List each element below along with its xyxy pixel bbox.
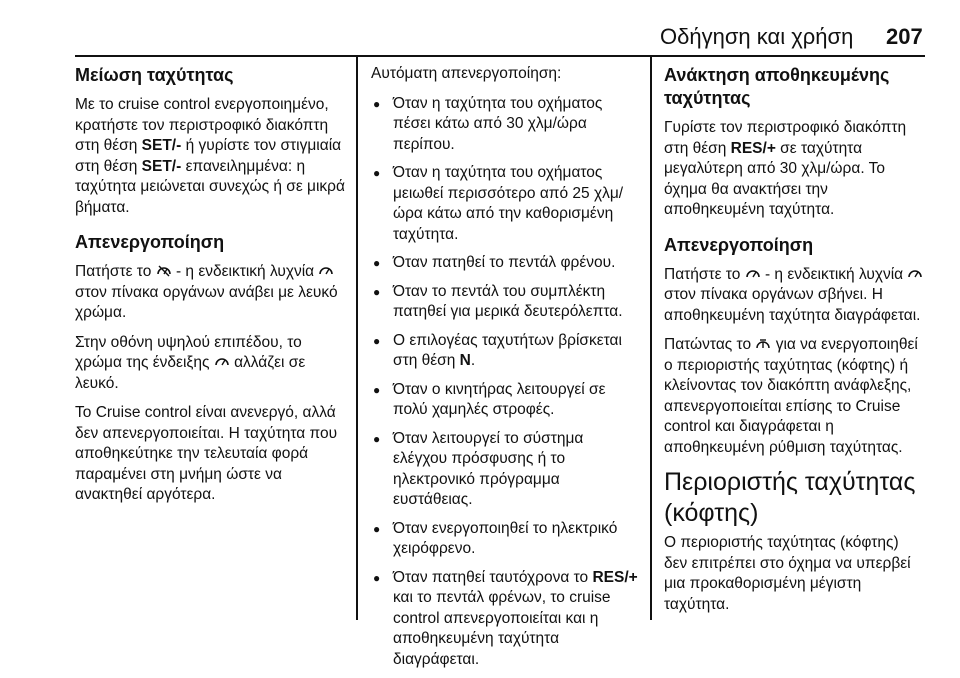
bullet-list: [371, 94, 639, 671]
text: Πατώντας το: [664, 336, 756, 353]
text: .: [470, 352, 476, 369]
keyword: RES/+: [730, 139, 776, 157]
section-heading: Μείωση ταχύτητας: [75, 65, 234, 85]
section-heading: Απενεργοποίηση: [75, 232, 225, 252]
paragraph: [664, 265, 926, 327]
cruise-control-icon: [745, 267, 761, 280]
list-item: ● Όταν η ταχύτητα του οχήματος μειωθεί περισσότερο από 25 χλμ/ώρα κάτω από την καθορισμένη ταχύτητα.: [371, 163, 639, 245]
column-left: [75, 64, 347, 515]
text: Ο επιλογέας ταχυτήτων βρίσκεται στη θέση: [393, 331, 622, 369]
text: στον πίνακα οργάνων ανάβει με λευκό χρώμα.: [75, 283, 338, 321]
paragraph: Το Cruise control είναι ανενεργό, αλλά δεν απενεργοποιείται. Η ταχύτητα που αποθηκεύτηκε την τελευταία φορά παραμένει στη μνήμη ώστε να ανακτηθεί αργότερα.: [75, 404, 338, 503]
paragraph: [75, 95, 347, 218]
text: - η ενδεικτική λυχνία: [171, 263, 319, 280]
list-item: ● Όταν λειτουργεί το σύστημα ελέγχου πρόσφυσης ή το ηλεκτρονικό πρόγραμμα ευστάθειας.: [371, 429, 639, 511]
text: - η ενδεικτική λυχνία: [760, 265, 908, 283]
section-title: Περιοριστής ταχύτητας (κόφτης): [664, 468, 916, 527]
text: σε ταχύτητα μεγαλύτερη από 30 χλμ/ώρα. Το όχημα θα ανακτήσει την αποθηκευμένη ταχύτητα.: [664, 139, 886, 218]
paragraph: [664, 335, 926, 458]
list-item: [371, 568, 639, 671]
text: Γυρίστε τον περιστροφικό διακόπτη στη θέση: [664, 119, 907, 157]
list-item: [371, 331, 639, 372]
paragraph: [75, 262, 347, 324]
column-middle: [371, 64, 639, 678]
text: Πατήστε το: [664, 265, 745, 283]
speed-limiter-icon: [755, 337, 771, 350]
keyword: RES/+: [592, 568, 638, 586]
cruise-control-icon: [318, 264, 334, 277]
section-heading: Απενεργοποίηση: [664, 234, 814, 255]
text: Στην οθόνη υψηλού επιπέδου, το χρώμα της ένδειξης: [75, 333, 302, 371]
list-item: ● Όταν ο κινητήρας λειτουργεί σε πολύ χαμηλές στροφές.: [371, 380, 639, 421]
keyword: N: [459, 352, 471, 369]
text: αλλάζει σε λευκό.: [75, 354, 306, 392]
paragraph: Ο περιοριστής ταχύτητας (κόφτης) δεν επιτρέπει στο όχημα να υπερβεί μια προκαθορισμένη μέγιστη ταχύτητα.: [664, 534, 911, 613]
list-item: ● Όταν πατηθεί το πεντάλ φρένου.: [371, 253, 639, 274]
column-right: [664, 64, 926, 624]
text: Όταν πατηθεί ταυτόχρονα το: [393, 568, 593, 586]
text: επανειλημμένα: η ταχύτητα μειώνεται συνεχώς ή σε μικρά βήματα.: [75, 157, 345, 216]
list-item: ● Όταν το πεντάλ του συμπλέκτη πατηθεί για μερικά δευτερόλεπτα.: [371, 282, 639, 323]
column-divider: [356, 57, 358, 620]
text: Με το cruise control ενεργοποιημένο, κρατήστε τον περιστροφικό διακόπτη στη θέση: [75, 96, 329, 154]
text: στον πίνακα οργάνων σβήνει. Η αποθηκευμένη ταχύτητα διαγράφεται.: [664, 286, 921, 324]
cruise-cancel-icon: [156, 264, 172, 277]
keyword: SET/-: [141, 137, 182, 154]
text: Πατήστε το: [75, 263, 156, 280]
cruise-control-icon: [907, 267, 923, 280]
list-item: ● Όταν ενεργοποιηθεί το ηλεκτρικό χειρόφρενο.: [371, 519, 639, 560]
text: και το πεντάλ φρένων, το cruise control απενεργοποιείται και η αποθηκευμένη ταχύτητα διαγράφεται.: [393, 589, 611, 668]
paragraph: [75, 333, 347, 395]
keyword: SET/-: [141, 157, 182, 175]
text: για να ενεργοποιηθεί ο περιοριστής ταχύτητας (κόφτης) ή κλείνοντας τον διακόπτη ανάφλεξης, απενεργοποιείται επίσης το Cruise control και διαγράφεται η αποθηκευμένη ρύθμιση ταχύτητας.: [664, 336, 918, 456]
cruise-control-icon: [214, 355, 230, 368]
paragraph: [664, 118, 926, 221]
page-header-title: Οδήγηση και χρήση: [660, 24, 854, 49]
list-item: ● Όταν η ταχύτητα του οχήματος πέσει κάτω από 30 χλμ/ώρα περίπου.: [371, 94, 639, 156]
page-number: 207: [886, 24, 923, 49]
column-divider: [650, 57, 652, 620]
paragraph: Αυτόματη απενεργοποίηση:: [371, 65, 562, 82]
text: ή γυρίστε τον στιγμιαία στη θέση: [75, 137, 342, 175]
section-heading: Ανάκτηση αποθηκευμένης ταχύτητας: [664, 65, 890, 108]
header-rule: [75, 55, 925, 57]
